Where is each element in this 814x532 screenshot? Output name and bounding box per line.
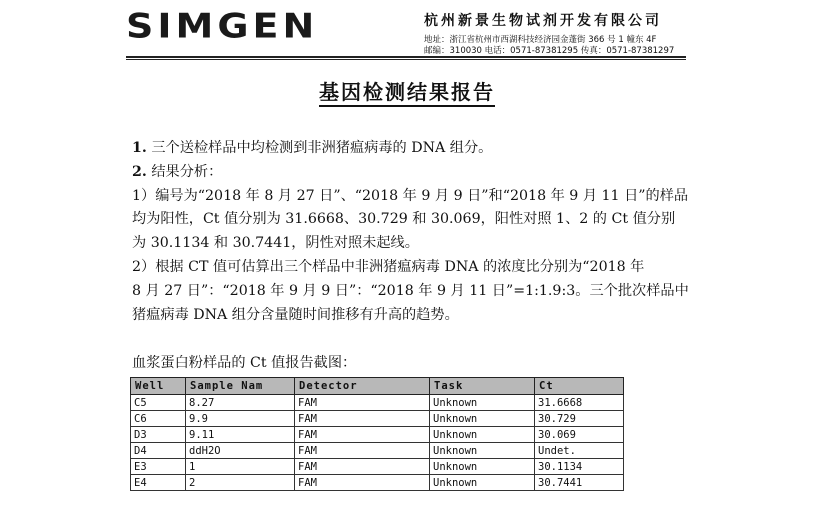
cell-task: Unknown xyxy=(430,475,535,491)
cell-ct: 30.069 xyxy=(535,427,624,443)
paragraph-line xyxy=(132,208,692,232)
table-row xyxy=(131,395,624,411)
paragraph-number: 2. xyxy=(132,163,147,180)
report-title: 基因检测结果报告 xyxy=(0,76,814,105)
paragraph-text: 三个送检样品中均检测到非洲猪瘟病毒的 DNA 组分。 xyxy=(146,140,493,156)
cell-sample-name: 2 xyxy=(186,475,295,491)
cell-task: Unknown xyxy=(430,459,535,475)
paragraph-line xyxy=(132,185,692,209)
cell-ct: 31.6668 xyxy=(535,395,624,411)
cell-detector: FAM xyxy=(295,427,430,443)
paragraph-line xyxy=(132,304,692,328)
ct-results-table xyxy=(130,377,624,491)
table-row xyxy=(131,411,624,427)
cell-detector: FAM xyxy=(295,475,430,491)
cell-well: E4 xyxy=(131,475,186,491)
header-ct: Ct xyxy=(535,378,624,395)
header-task: Task xyxy=(430,378,535,395)
header-rule-thin xyxy=(126,59,686,60)
cell-task: Unknown xyxy=(430,427,535,443)
cell-sample-name: 8.27 xyxy=(186,395,295,411)
company-name: 杭州新景生物试剂开发有限公司 xyxy=(424,13,662,29)
cell-well: E3 xyxy=(131,459,186,475)
header-rule-thick xyxy=(126,56,686,58)
cell-task: Unknown xyxy=(430,395,535,411)
header-sample-name: Sample Nam xyxy=(186,378,295,395)
table-caption: 血浆蛋白粉样品的 Ct 值报告截图： xyxy=(132,355,357,371)
paragraph-line xyxy=(132,137,692,161)
cell-well: C5 xyxy=(131,395,186,411)
cell-ct: Undet. xyxy=(535,443,624,459)
paragraph-line xyxy=(132,161,692,185)
paragraph-text: 为 30.1134 和 30.7441，阴性对照未起线。 xyxy=(132,235,419,252)
cell-sample-name: 1 xyxy=(186,459,295,475)
table-header-row xyxy=(131,378,624,395)
cell-detector: FAM xyxy=(295,459,430,475)
cell-well: D4 xyxy=(131,443,186,459)
paragraph-text: 8 月 27 日”：“2018 年 9 月 9 日”：“2018 年 9 月 11 日”=1:1.9:3。三个批次样品中 xyxy=(132,282,689,299)
cell-sample-name: 9.11 xyxy=(186,427,295,443)
cell-ct: 30.7441 xyxy=(535,475,624,491)
report-body xyxy=(132,137,692,327)
table-row xyxy=(131,443,624,459)
paragraph-line xyxy=(132,280,692,304)
company-contact: 邮编：310030 电话：0571-87381295 传真：0571-87381297 xyxy=(424,46,675,56)
cell-task: Unknown xyxy=(430,443,535,459)
cell-ct: 30.729 xyxy=(535,411,624,427)
cell-well: D3 xyxy=(131,427,186,443)
paragraph-line xyxy=(132,256,692,280)
cell-sample-name: 9.9 xyxy=(186,411,295,427)
cell-well: C6 xyxy=(131,411,186,427)
company-logo: SIMGEN xyxy=(126,6,319,46)
table-row xyxy=(131,427,624,443)
cell-detector: FAM xyxy=(295,411,430,427)
paragraph-text: 均为阳性，Ct 值分别为 31.6668、30.729 和 30.069，阳性对照 1、2 的 Ct 值分别 xyxy=(132,211,676,228)
paragraph-text: 结果分析： xyxy=(146,163,223,180)
cell-task: Unknown xyxy=(430,411,535,427)
header-well: Well xyxy=(131,378,186,395)
paragraph-text: 2）根据 CT 值可估算出三个样品中非洲猪瘟病毒 DNA 的浓度比分别为“2018 年 xyxy=(132,258,645,275)
header-detector: Detector xyxy=(295,378,430,395)
paragraph-line xyxy=(132,232,692,256)
table-row xyxy=(131,475,624,491)
table-row xyxy=(131,459,624,475)
cell-ct: 30.1134 xyxy=(535,459,624,475)
cell-detector: FAM xyxy=(295,443,430,459)
cell-sample-name: ddH2O xyxy=(186,443,295,459)
paragraph-number: 1. xyxy=(132,140,147,156)
paragraph-text: 猪瘟病毒 DNA 组分含量随时间推移有升高的趋势。 xyxy=(132,306,459,323)
company-address: 地址：浙江省杭州市西湖科技经济园金蓬街 366 号 1 幢东 4F xyxy=(424,35,657,45)
cell-detector: FAM xyxy=(295,395,430,411)
paragraph-text: 1）编号为“2018 年 8 月 27 日”、“2018 年 9 月 9 日”和“2018 年 9 月 11 日”的样品 xyxy=(132,187,689,204)
